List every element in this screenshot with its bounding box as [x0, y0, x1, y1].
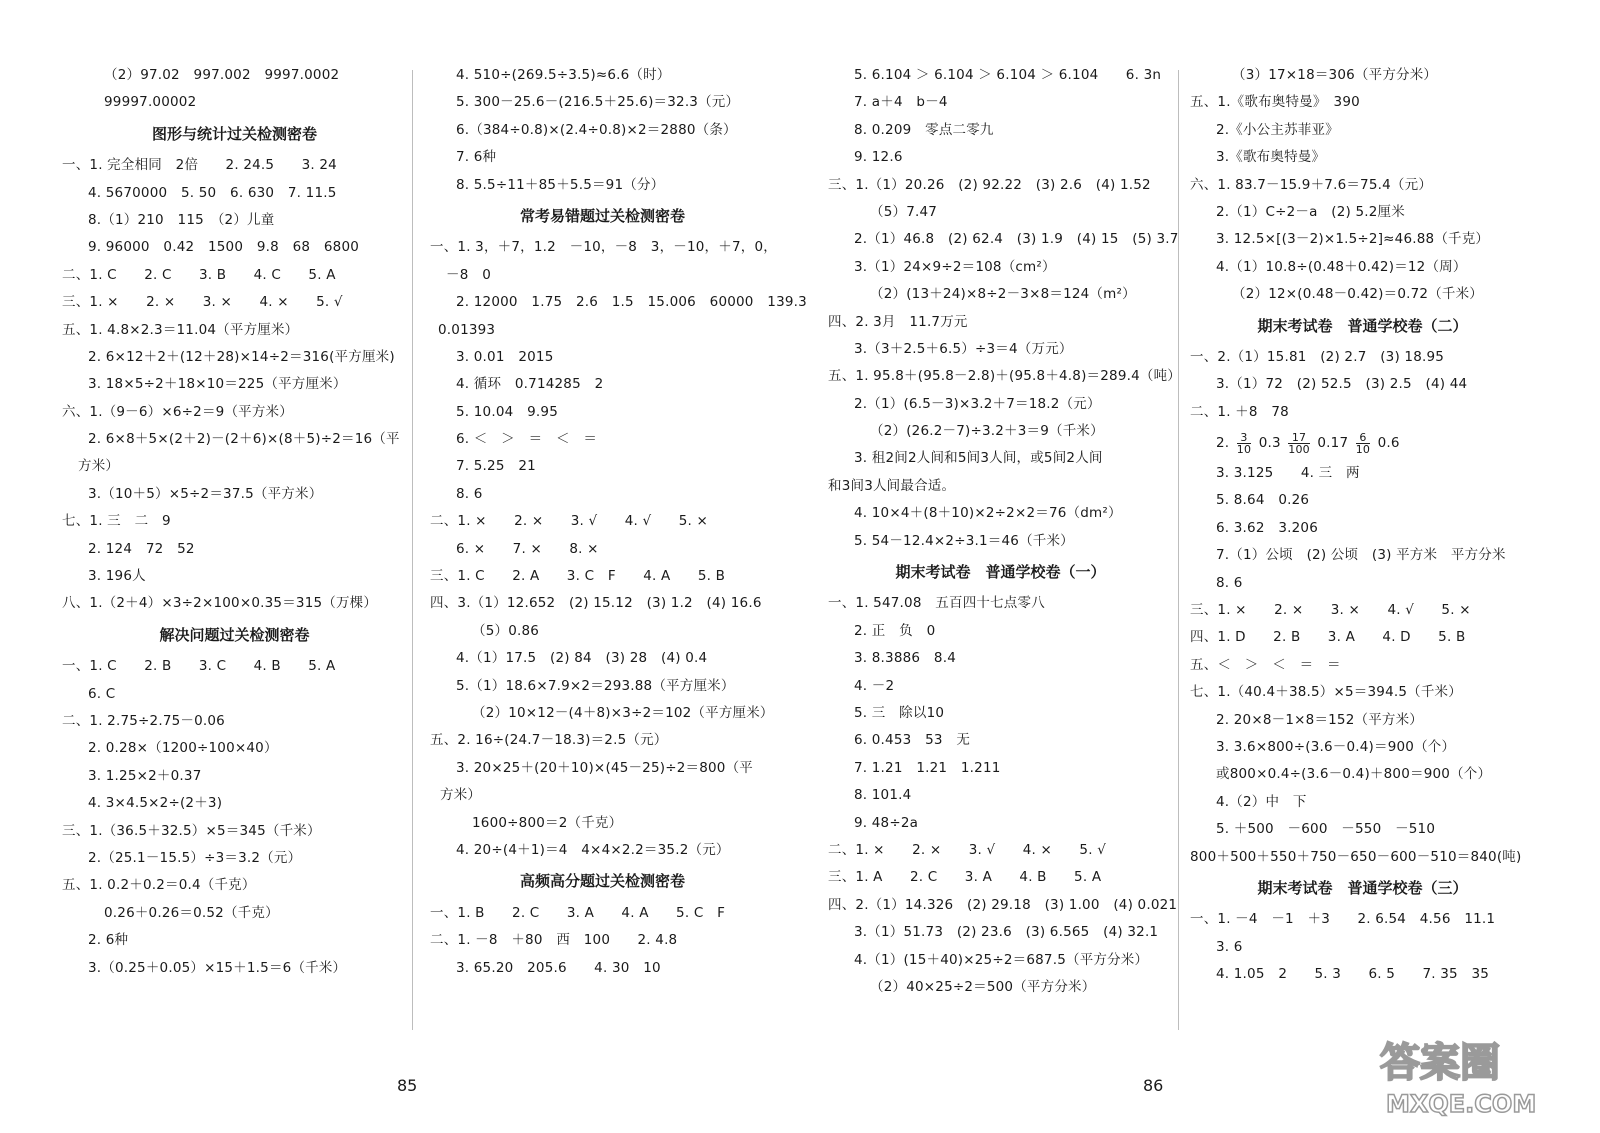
section-heading: 高频高分题过关检测密卷 — [519, 872, 685, 891]
answer-line: 3. 65.20 205.6 4. 30 10 — [456, 959, 661, 976]
answer-line: 八、1.（2＋4）×3÷2×100×0.35＝315（万棵） — [62, 595, 378, 612]
answer-line: 2.（1）46.8 (2) 62.4 (3) 1.9 (4) 15 (5) 3.7 — [854, 231, 1179, 248]
answer-line: 2. 0.28×（1200÷100×40） — [88, 740, 278, 757]
answer-line: 5. 10.04 9.95 — [456, 403, 558, 420]
answer-line: 3.（1）72 (2) 52.5 (3) 2.5 (4) 44 — [1216, 376, 1468, 393]
answer-line: 3. 18×5÷2＋18×10＝225（平方厘米） — [88, 376, 347, 393]
answer-line: 二、1. × 2. × 3. √ 4. √ 5. × — [430, 513, 708, 530]
answer-line: （3）17×18＝306（平方分米） — [1232, 67, 1438, 83]
answer-line: 五、1. 95.8＋(95.8－2.8)＋(95.8＋4.8)＝289.4（吨） — [828, 368, 1182, 385]
fraction — [1356, 432, 1370, 455]
answer-line: 2.（25.1－15.5）÷3＝3.2（元） — [88, 849, 302, 866]
fraction-numerator: 3 — [1237, 432, 1251, 444]
watermark-logo — [1372, 1028, 1572, 1123]
answer-line: 2. 20×8－1×8＝152（平方米） — [1216, 711, 1424, 728]
answer-line: 800＋500＋550＋750－650－600－510＝840(吨) — [1190, 848, 1522, 865]
answer-line: 2. 124 72 52 — [88, 540, 195, 557]
answer-line: 2.（1）(6.5－3)×3.2＋7＝18.2（元） — [854, 395, 1101, 412]
answer-line: 5. 三 除以10 — [854, 704, 945, 721]
answer-line: 6.（384÷0.8)×(2.4÷0.8)×2＝2880（条） — [456, 121, 737, 138]
answer-line: 6. 3.62 3.206 — [1216, 519, 1318, 536]
answer-line: 四、1. D 2. B 3. A 4. D 5. B — [1190, 629, 1466, 646]
column-4 — [1190, 62, 1535, 989]
answer-line: 二、1. －8 ＋80 西 100 2. 4.8 — [430, 932, 678, 949]
fraction-denominator: 10 — [1236, 442, 1252, 456]
column-3 — [828, 62, 1182, 1001]
answer-line: 一、2.（1）15.81 (2) 2.7 (3) 18.95 — [1190, 348, 1445, 365]
answer-line: 2.（1）C÷2－a (2) 5.2厘米 — [1216, 203, 1405, 220]
answer-line: 七、1. 三 二 9 — [62, 513, 171, 530]
fraction — [1237, 432, 1251, 455]
answer-line: 2.《小公主苏菲亚》 — [1216, 121, 1339, 138]
answer-line: 3.（1）51.73 (2) 23.6 (3) 6.565 (4) 32.1 — [854, 924, 1159, 941]
answer-line: 4. 20÷(4＋1)＝4 4×4×2.2＝35.2（元） — [456, 841, 730, 858]
answer-line: 四、2.（1）14.326 (2) 29.18 (3) 1.00 (4) 0.021 — [828, 896, 1178, 913]
answer-line: 3. 1.25×2＋0.37 — [88, 767, 202, 784]
answer-line: 2. 6×8＋5×(2＋2)－(2＋6)×(8＋5)÷2＝16（平 — [88, 431, 400, 448]
fraction-line-value: 0.17 — [1317, 435, 1349, 452]
answer-line: 五、1. 0.2＋0.2＝0.4（千克） — [62, 877, 256, 894]
answer-line: 4. 10×4＋(8＋10)×2÷2×2＝76（dm²） — [854, 505, 1122, 522]
fraction-answer-line — [1190, 426, 1535, 460]
answer-line: 9. 96000 0.42 1500 9.8 68 6800 — [88, 239, 360, 256]
answer-line: 或800×0.4÷(3.6－0.4)＋800＝900（个） — [1216, 766, 1492, 783]
answer-line: －8 0 — [446, 266, 491, 283]
answer-line: 方米） — [78, 458, 120, 475]
answer-line: 三、1.（1）20.26 (2) 92.22 (3) 2.6 (4) 1.52 — [828, 176, 1151, 193]
answer-line: 3.（3＋2.5＋6.5）÷3＝4（万元） — [854, 340, 1073, 357]
fraction-denominator: 100 — [1288, 442, 1310, 456]
answer-line: 六、1.（9－6）×6÷2＝9（平方米） — [62, 403, 293, 420]
fraction-denominator: 10 — [1355, 442, 1371, 456]
fraction-numerator: 17 — [1288, 432, 1310, 444]
answer-line: 8. 6 — [456, 485, 483, 502]
answer-line: 二、1. C 2. C 3. B 4. C 5. A — [62, 266, 336, 283]
fraction-numerator: 6 — [1356, 432, 1370, 444]
answer-line: 2. 正 负 0 — [854, 622, 936, 639]
answer-line: 一、1. 3，＋7，1.2 －10，－8 3，－10，＋7，0， — [430, 239, 777, 256]
answer-line: 4.（1）(15＋40)×25÷2＝687.5（平方分米） — [854, 951, 1149, 968]
answer-line: 8. 0.209 零点二零九 — [854, 121, 994, 138]
answer-line: 0.01393 — [438, 321, 496, 338]
answer-line: 2. 6×12＋2＋(12＋28)×14÷2＝316(平方厘米) — [88, 348, 395, 365]
answer-line: 六、1. 83.7－15.9＋7.6＝75.4（元） — [1190, 176, 1433, 193]
fraction-line-prefix: 2. — [1216, 435, 1230, 452]
page-number-right: 86 — [1143, 1076, 1164, 1095]
answer-line: 4. －2 — [854, 677, 895, 694]
answer-line: 一、1. 完全相同 2倍 2. 24.5 3. 24 — [62, 157, 337, 174]
answer-line: 5. 6.104 ＞ 6.104 ＞ 6.104 ＞ 6.104 6. 3n — [854, 67, 1162, 83]
answer-line: （5）7.47 — [870, 203, 938, 220]
answer-line: 4.（1）10.8÷(0.48＋0.42)＝12（周） — [1216, 258, 1467, 275]
answer-line: 8.（1）210 115 （2）儿童 — [88, 211, 275, 228]
answer-line: 五、＜ ＞ ＜ ＝ ＝ — [1190, 656, 1341, 673]
answer-line: 8. 6 — [1216, 574, 1243, 591]
fraction — [1288, 432, 1310, 455]
answer-line: 7. 6种 — [456, 149, 497, 166]
section-heading: 期末考试卷 普通学校卷（三） — [1257, 878, 1468, 897]
answer-line: 99997.00002 — [104, 94, 197, 111]
answer-line: 6. C — [88, 685, 116, 702]
answer-line: 五、2. 16÷(24.7－18.3)＝2.5（元） — [430, 732, 668, 749]
answer-line: 4. 5670000 5. 50 6. 630 7. 11.5 — [88, 184, 337, 201]
answer-line: 6. ＜ ＞ ＝ ＜ ＝ — [456, 431, 598, 448]
answer-line: 一、1. C 2. B 3. C 4. B 5. A — [62, 658, 336, 675]
answer-line: 4. 3×4.5×2÷(2＋3) — [88, 795, 223, 812]
page-number-left: 85 — [397, 1076, 418, 1095]
answer-line: 9. 12.6 — [854, 149, 903, 166]
answer-line: （2）(26.2－7)÷3.2＋3＝9（千米） — [870, 423, 1104, 440]
section-heading: 常考易错题过关检测密卷 — [519, 206, 685, 225]
answer-line: 5. ＋500 －600 －550 －510 — [1216, 821, 1436, 838]
section-heading: 图形与统计过关检测密卷 — [151, 124, 317, 143]
answer-line: （2）97.02 997.002 9997.0002 — [104, 67, 340, 83]
answer-line: 和3间3人间最合适。 — [828, 477, 956, 494]
answer-line: 4.（1）17.5 (2) 84 (3) 28 (4) 0.4 — [456, 650, 708, 667]
answer-line: 2. 6种 — [88, 932, 129, 949]
answer-line: 7. 5.25 21 — [456, 458, 536, 475]
answer-line: 6. 0.453 53 无 — [854, 732, 971, 749]
answer-line: 7. a＋4 b－4 — [854, 94, 948, 111]
answer-line: 4.（2）中 下 — [1216, 793, 1307, 810]
answer-line: 1600÷800＝2（千克） — [472, 814, 623, 831]
answer-line: 3. 0.01 2015 — [456, 348, 554, 365]
section-heading: 期末考试卷 普通学校卷（二） — [1257, 316, 1468, 335]
section-heading: 期末考试卷 普通学校卷（一） — [895, 563, 1106, 582]
answer-line: 3. 8.3886 8.4 — [854, 650, 956, 667]
column-divider-left — [412, 70, 413, 1030]
answer-line: 3. 12.5×[(3－2)×1.5÷2]≈46.88（千克） — [1216, 231, 1490, 248]
answer-line: 一、1. B 2. C 3. A 4. A 5. C F — [430, 904, 726, 921]
column-1 — [62, 62, 407, 982]
answer-line: 五、1. 4.8×2.3＝11.04（平方厘米） — [62, 321, 299, 338]
answer-line: 5. 54－12.4×2÷3.1＝46（千米） — [854, 532, 1074, 549]
answer-line: 4. 510÷(269.5÷3.5)≈6.6（时） — [456, 67, 671, 83]
answer-line: 2. 12000 1.75 2.6 1.5 15.006 60000 139.3 — [456, 294, 807, 311]
answer-line: 3. 6 — [1216, 938, 1243, 955]
watermark-title: 答案圈 — [1380, 1040, 1500, 1086]
answer-line: 四、2. 3月 11.7万元 — [828, 313, 968, 330]
answer-line: 五、1.《歌布奥特曼》 390 — [1190, 94, 1360, 111]
fraction-line-value: 0.6 — [1377, 435, 1400, 452]
answer-line: 3.（0.25＋0.05）×15＋1.5＝6（千米） — [88, 959, 347, 976]
answer-line: 三、1. C 2. A 3. C F 4. A 5. B — [430, 568, 726, 585]
answer-line: 三、1. × 2. × 3. × 4. × 5. √ — [62, 294, 343, 311]
answer-line: 5. 300－25.6－(216.5＋25.6)＝32.3（元） — [456, 94, 740, 111]
answer-line: 二、1. 2.75÷2.75－0.06 — [62, 712, 225, 729]
answer-line: 4. 1.05 2 5. 3 6. 5 7. 35 35 — [1216, 966, 1490, 983]
answer-line: 一、1. 547.08 五百四十七点零八 — [828, 595, 1045, 612]
answer-line: 3. 196人 — [88, 568, 146, 585]
column-divider-right — [1178, 70, 1179, 1030]
answer-line: 7. 1.21 1.21 1.211 — [854, 759, 1001, 776]
fraction-line-value: 0.3 — [1258, 435, 1281, 452]
answer-line: 四、3.（1）12.652 (2) 15.12 (3) 1.2 (4) 16.6 — [430, 595, 762, 612]
answer-line: 6. × 7. × 8. × — [456, 540, 599, 557]
watermark-url: MXQE.COM — [1386, 1090, 1537, 1118]
answer-line: 二、1. ＋8 78 — [1190, 403, 1289, 420]
answer-line: 3. 3.6×800÷(3.6－0.4)＝900（个） — [1216, 738, 1456, 755]
answer-line: 4. 循环 0.714285 2 — [456, 376, 604, 393]
answer-line: 七、1.（40.4＋38.5）×5＝394.5（千米） — [1190, 684, 1462, 701]
answer-line: 3. 3.125 4. 三 两 — [1216, 465, 1360, 482]
answer-line: 0.26＋0.26＝0.52（千克） — [104, 904, 279, 921]
answer-line: 8. 5.5÷11＋85＋5.5＝91（分） — [456, 176, 665, 193]
column-2 — [430, 62, 807, 982]
answer-line: 5.（1）18.6×7.9×2＝293.88（平方厘米） — [456, 677, 735, 694]
answer-line: 9. 48÷2a — [854, 814, 919, 831]
answer-line: 3.《歌布奥特曼》 — [1216, 149, 1326, 166]
answer-line: 3. 租2间2人间和5间3人间，或5间2人间 — [854, 450, 1103, 467]
answer-line: 3.（10＋5）×5÷2＝37.5（平方米） — [88, 485, 323, 502]
answer-line: 方米） — [440, 787, 482, 804]
answer-line: 二、1. × 2. × 3. √ 4. × 5. √ — [828, 841, 1106, 858]
answer-line: 3.（1）24×9÷2＝108（cm²） — [854, 258, 1056, 275]
section-heading: 解决问题过关检测密卷 — [159, 625, 310, 644]
answer-line: 三、1. A 2. C 3. A 4. B 5. A — [828, 869, 1102, 886]
answer-line: 5. 8.64 0.26 — [1216, 492, 1310, 509]
answer-line: 3. 20×25＋(20＋10)×(45－25)÷2＝800（平 — [456, 759, 753, 776]
answer-line: 三、1. × 2. × 3. × 4. √ 5. × — [1190, 602, 1471, 619]
answer-line: （2）10×12－(4＋8)×3÷2＝102（平方厘米） — [472, 704, 774, 721]
answer-line: 7.（1）公顷 (2) 公顷 (3) 平方米 平方分米 — [1216, 547, 1506, 564]
answer-line: （2）40×25÷2＝500（平方分米） — [870, 978, 1096, 995]
answer-line: （2）12×(0.48－0.42)＝0.72（千米） — [1232, 286, 1483, 303]
answer-line: 8. 101.4 — [854, 787, 912, 804]
answer-line: 三、1.（36.5＋32.5）×5＝345（千米） — [62, 822, 321, 839]
answer-line: （2）(13＋24)×8÷2－3×8＝124（m²） — [870, 286, 1136, 303]
answer-line: （5）0.86 — [472, 622, 540, 639]
answer-line: 一、1. －4 －1 ＋3 2. 6.54 4.56 11.1 — [1190, 911, 1496, 928]
